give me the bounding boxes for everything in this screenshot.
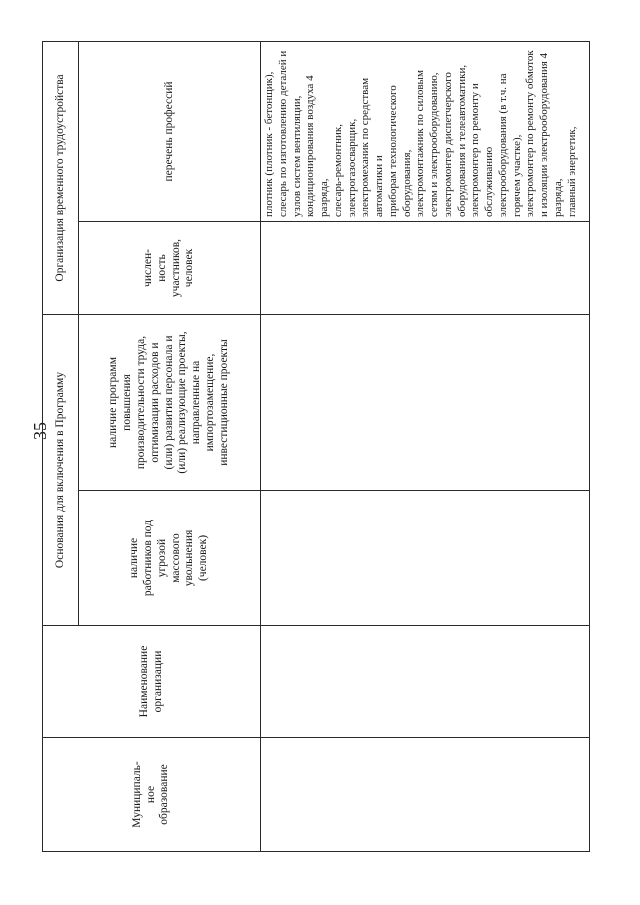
header-temp-employment-group: Организация временного трудоустройства (43, 41, 79, 314)
profession-line: горячем участке), (510, 134, 523, 217)
profession-line: оборудования и телеавтоматики, (455, 64, 468, 217)
profession-line: сетям и электрооборудованию, (428, 72, 440, 217)
profession-line: электрогазосварщик, (345, 118, 358, 217)
profession-line: электрооборудования (в т.ч. на (496, 73, 509, 217)
header-organization: Наименование организации (43, 626, 261, 738)
profession-line: оборудования, (400, 149, 413, 217)
profession-line: электромонтажник по силовым (414, 70, 427, 217)
profession-line: электромонтер по ремонту обмоток (524, 50, 537, 217)
profession-line: главный энергетик, (565, 126, 578, 217)
profession-line: слесарь-ремонтник, (331, 123, 344, 217)
table-row (261, 41, 590, 851)
header-municipality: Муниципаль- ное образование (43, 738, 261, 852)
cell-professions (261, 41, 590, 221)
cell-participants (261, 222, 590, 315)
cell-workers-threat (261, 491, 590, 626)
profession-line: электромеханик по средствам (359, 77, 372, 217)
cell-organization (261, 626, 590, 738)
cell-programs (261, 315, 590, 491)
profession-line: электромонтер по ремонту и (469, 83, 482, 217)
cell-municipality (261, 738, 590, 852)
profession-line: электромонтер диспетчерского (441, 72, 454, 217)
profession-line: кондиционирования воздуха 4 (304, 75, 317, 217)
profession-line: разряда, (318, 178, 330, 217)
profession-line: разряда, (551, 178, 564, 217)
profession-line: приборам технологического (386, 85, 399, 217)
profession-line: и изоляции электрооборудования 4 (538, 52, 550, 217)
header-programs: наличие программ повышения производительности труда, оптимизации расходов и (или) развития персонала и (или) реализующие проекты, направленные на импортозамещение, инвестиционные проекты (79, 315, 261, 491)
profession-line: плотник (плотник - бетонщик), (263, 71, 275, 217)
header-participants: числен- ность участников, человек (79, 222, 261, 315)
program-table (42, 41, 590, 852)
profession-line: слесарь по изготовлению деталей и (276, 50, 289, 217)
header-basis-group: Основания для включения в Программу (43, 315, 79, 626)
profession-line: обслуживанию (483, 146, 495, 217)
header-professions: перечень профессий (79, 41, 261, 221)
profession-line: узлов систем вентиляции, (290, 95, 303, 217)
header-workers-threat: наличие работников под угрозой массового увольнения (человек) (79, 491, 261, 626)
page-number: 35 (30, 422, 50, 440)
profession-line: автоматики и (373, 155, 385, 217)
rotated-table-wrapper (42, 42, 590, 852)
